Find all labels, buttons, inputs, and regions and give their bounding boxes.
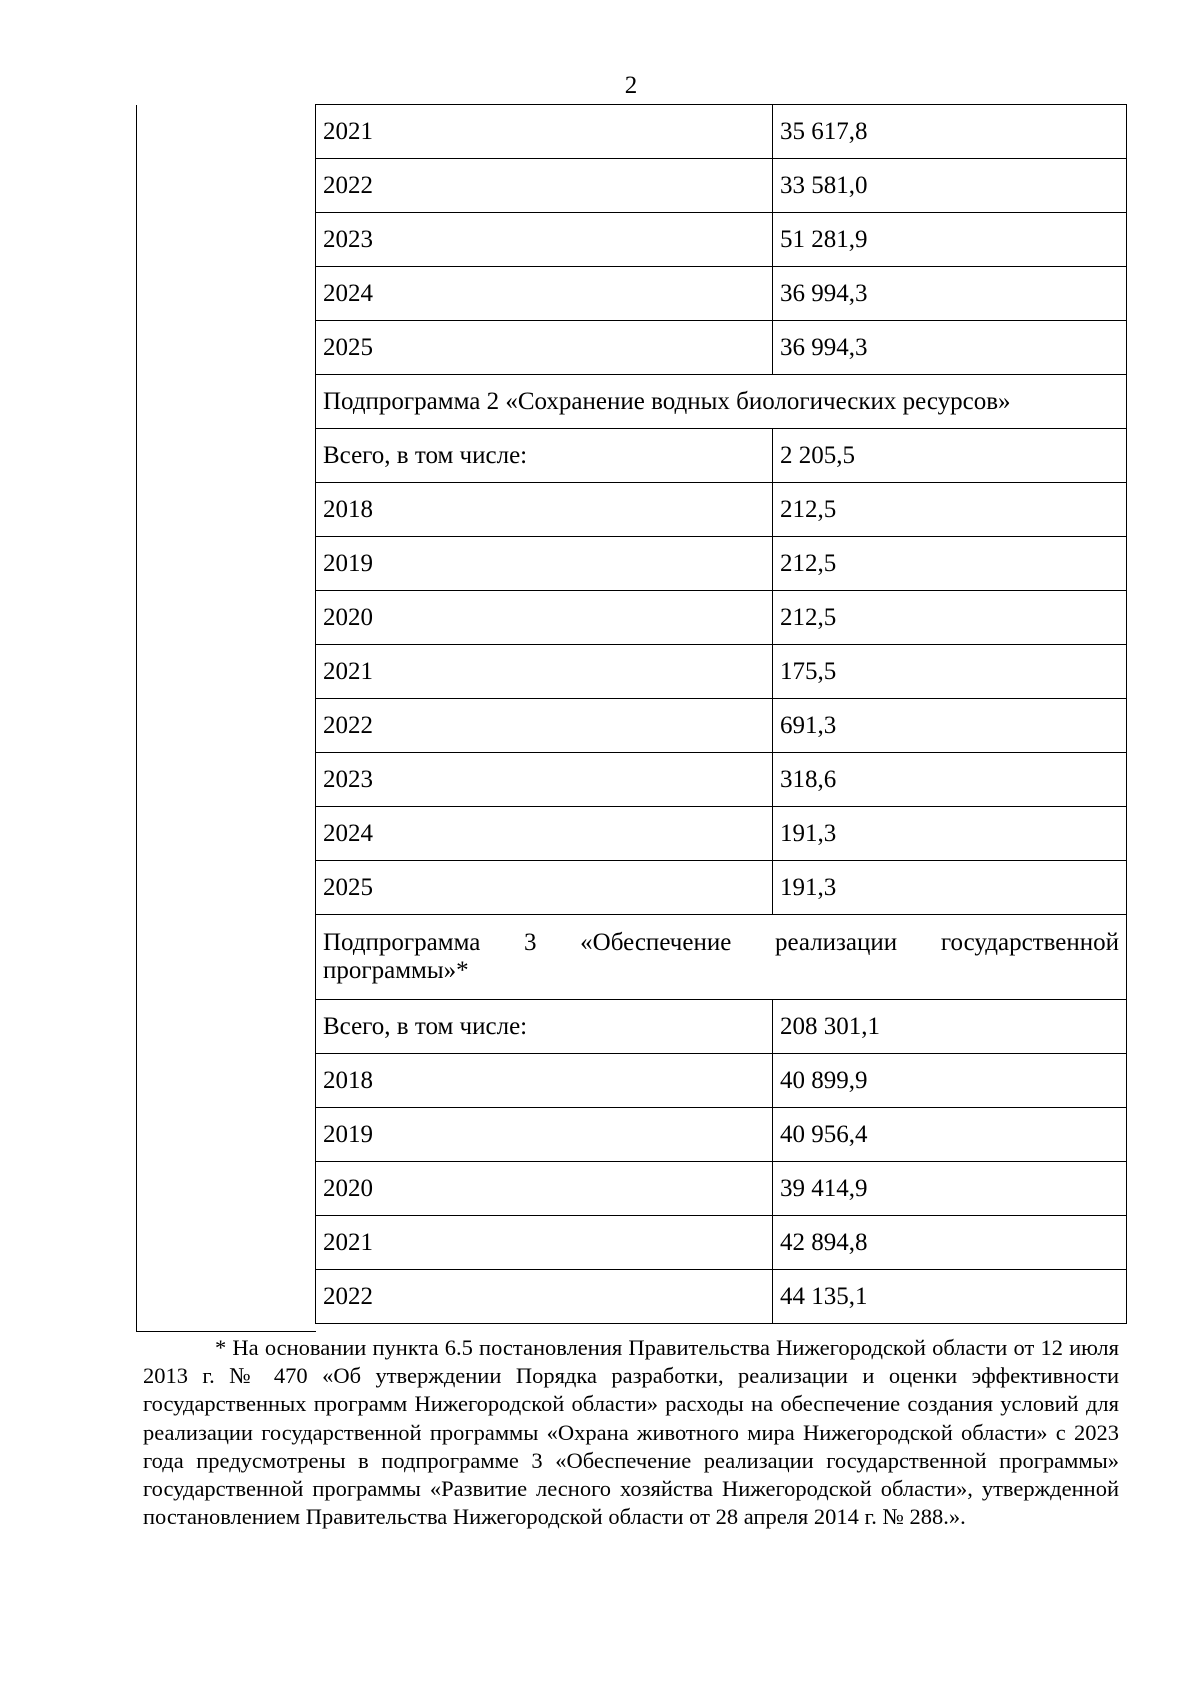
- table-row: [316, 753, 1127, 807]
- left-column-border: [136, 105, 137, 1332]
- table-row: [316, 267, 1127, 321]
- amount-cell: 212,5: [773, 591, 1127, 645]
- table-row: [316, 105, 1127, 159]
- year-cell: 2021: [316, 645, 773, 699]
- amount-cell: 42 894,8: [773, 1216, 1127, 1270]
- page-number: 2: [624, 72, 638, 99]
- total-label: Всего, в том числе:: [316, 429, 773, 483]
- year-cell: 2018: [316, 483, 773, 537]
- table-row: [316, 1054, 1127, 1108]
- table-row: [316, 213, 1127, 267]
- year-cell: 2021: [316, 105, 773, 159]
- amount-cell: 212,5: [773, 537, 1127, 591]
- amount-cell: 35 617,8: [773, 105, 1127, 159]
- amount-cell: 40 899,9: [773, 1054, 1127, 1108]
- subprogram-heading-row: [316, 915, 1127, 1000]
- year-cell: 2022: [316, 699, 773, 753]
- table-row: [316, 861, 1127, 915]
- year-cell: 2018: [316, 1054, 773, 1108]
- total-row: [316, 1000, 1127, 1054]
- subprogram-heading-row: [316, 375, 1127, 429]
- year-cell: 2020: [316, 591, 773, 645]
- amount-cell: 36 994,3: [773, 267, 1127, 321]
- year-cell: 2019: [316, 537, 773, 591]
- amount-cell: 691,3: [773, 699, 1127, 753]
- year-cell: 2023: [316, 213, 773, 267]
- amount-cell: 318,6: [773, 753, 1127, 807]
- amount-cell: 212,5: [773, 483, 1127, 537]
- amount-cell: 44 135,1: [773, 1270, 1127, 1324]
- subprogram-2-heading: Подпрограмма 2 «Сохранение водных биологических ресурсов»: [316, 375, 1127, 429]
- total-row: [316, 429, 1127, 483]
- year-cell: 2022: [316, 159, 773, 213]
- table-row: [316, 321, 1127, 375]
- year-cell: 2024: [316, 267, 773, 321]
- amount-cell: 33 581,0: [773, 159, 1127, 213]
- year-cell: 2021: [316, 1216, 773, 1270]
- table-row: [316, 591, 1127, 645]
- amount-cell: 40 956,4: [773, 1108, 1127, 1162]
- total-amount: 208 301,1: [773, 1000, 1127, 1054]
- subprogram-3-heading: Подпрограмма 3 «Обеспечение реализации государственной программы»*: [316, 915, 1127, 1000]
- year-cell: 2024: [316, 807, 773, 861]
- amount-cell: 36 994,3: [773, 321, 1127, 375]
- financing-table: [315, 104, 1127, 1324]
- table-row: [316, 807, 1127, 861]
- table-row: [316, 537, 1127, 591]
- table-row: [316, 483, 1127, 537]
- table-row: [316, 699, 1127, 753]
- table-row: [316, 159, 1127, 213]
- left-column-bottom-border: [136, 1331, 316, 1332]
- year-cell: 2025: [316, 861, 773, 915]
- total-label: Всего, в том числе:: [316, 1000, 773, 1054]
- table-row: [316, 645, 1127, 699]
- amount-cell: 51 281,9: [773, 213, 1127, 267]
- year-cell: 2020: [316, 1162, 773, 1216]
- footnote: * На основании пункта 6.5 постановления Правительства Нижегородской области от 12 июля 2013 г. № 470 «Об утверждении Порядка разработки, реализации и оценки эффективности государственных программ Нижегородской области» расходы на обеспечение создания условий для реализации государственной программы «Охрана животного мира Нижегородской области» с 2023 года предусмотрены в подпрограмме 3 «Обеспечение реализации государственной программы» государственной программы «Развитие лесного хозяйства Нижегородской области», утвержденной постановлением Правительства Нижегородской области от 28 апреля 2014 г. № 288.».: [143, 1335, 1119, 1530]
- amount-cell: 39 414,9: [773, 1162, 1127, 1216]
- table-row: [316, 1216, 1127, 1270]
- year-cell: 2023: [316, 753, 773, 807]
- amount-cell: 191,3: [773, 807, 1127, 861]
- year-cell: 2022: [316, 1270, 773, 1324]
- amount-cell: 175,5: [773, 645, 1127, 699]
- total-amount: 2 205,5: [773, 429, 1127, 483]
- table-row: [316, 1270, 1127, 1324]
- amount-cell: 191,3: [773, 861, 1127, 915]
- year-cell: 2025: [316, 321, 773, 375]
- table-row: [316, 1162, 1127, 1216]
- year-cell: 2019: [316, 1108, 773, 1162]
- table-row: [316, 1108, 1127, 1162]
